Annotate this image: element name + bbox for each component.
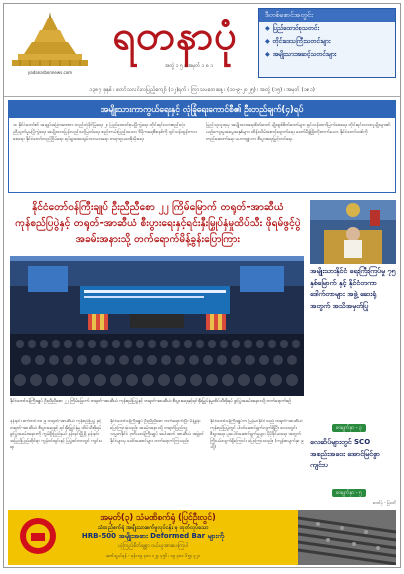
objectives-col-2: ပြည်သူလူထုမှ အမျိုးသားရေးစိတ်ဓာတ် မျိုးချစ်စိတ်ဓာတ်များ ရှင်သန်ထက်မြက်စေရေး တိုင်းရင်းသားလူမျိုးများ၏ ယဉ်ကျေးမှုအမွေအနှစ်များ ထိန်းသိမ်းစောင့်ရှောက်ရေး ခေတ်မီဖွံ့ဖြိုးတိုးတက်သော နိုင်ငံတော်သစ်ကို တည်ဆောက်ရေး မဟာဗျူဟာ စီးပွားရေးမြှင့်တင်ရေး bbox=[206, 123, 391, 142]
contents-heading: ဒီတစ်စောင်အတွင်း bbox=[259, 9, 395, 22]
article-col-1: နန်းနင်း စက်တင်ဘာ ၉ တရုတ်-အာဆီယံ ကုန်စည်ပြပွဲ နှင့် တရုတ်-အာဆီယံ စီးပွားရေးနှင့် ရင်းနှီးမြှုပ်နှံမှု ထိပ်သီးဖိုရမ် ဖွင့်ပွဲအခမ်းအနားကို ကွမ်ရှီးပြည်နယ် နန်းနင်းမြို့ရှိ နန်းနင်းအပြည်ပြည်ဆိုင်ရာ ကွန်ဗင်းရှင်းနှင့် ပြပွဲစင်တာတွင် ကျင်းပရာ bbox=[10, 419, 103, 451]
bullet-icon: ◆ bbox=[265, 51, 270, 58]
bullet-icon: ◆ bbox=[265, 25, 270, 32]
photo-caption: နိုင်ငံတော်ဝန်ကြီးချုပ် ဦးညီညီစော ၂၂ ကြိမ်မြောက် တရုတ်-အာဆီယံ ကုန်စည်ပြပွဲနှင့် တရုတ်-အာဆီယံ စီးပွားရေးနှင့်ရင်းနှီးမြှုပ်နှံမှုထိပ်သီးဖိုရမ် ဖွင့်ပွဲအခမ်းအနားသို့ တက်ရောက်စဉ် bbox=[10, 399, 291, 404]
contents-item[interactable]: ◆ အမျိုးသားအဆင့်သတင်းများ bbox=[265, 51, 337, 58]
contents-box bbox=[258, 8, 396, 78]
page-ref-badge[interactable]: စာမျက်နှာ - ၃ bbox=[332, 424, 366, 432]
article-col-3: နိုင်ငံတော်ဝန်ကြီးချုပ်က မြန်မာနိုင်ငံသည် တရုတ်-အာဆီယံ ကုန်စည်ပြပွဲတွင် ပါဝင်ဆောင်ရွက်လျက်ရှိပြီး ဒေသတွင်း စီးပွားရေး ပူးပေါင်းဆောင်ရွက်မှုများ ပိုမိုခိုင်မာရေး အတွက် ကြိုးပမ်းလျက်ရှိကြောင်း ပြောကြားသည်။ (ကျန်စာမျက်နှာ ၉ သို့) bbox=[210, 419, 304, 451]
main-headline[interactable]: နိုင်ငံတော်ဝန်ကြီးချုပ် ဦးညီညီစော ၂၂ ကြိမ်မြောက် တရုတ်-အာဆီယံ ကုန်စည်ပြပွဲနှင့် တရုတ်-အာဆီယံ စီးပွားရေးနှင့်ရင်းနှီးမြှုပ်နှံမှုထိပ်သီး ဖိုရမ်ဖွင့်ပွဲအခမ်းအနားသို့ တက်ရောက်မိန့်ခွန်းပြောကြား bbox=[15, 202, 301, 245]
article-col-2: နိုင်ငံတော်ဝန်ကြီးချုပ် ဦးညီညီစော တက်ရောက်ပြီး မိန့်ခွန်းပြောကြားခဲ့သည်။ အခမ်းအနားသို့ တရုတ်ပြည်သူ့သမ္မတနိုင်ငံ ဒုတိယဝန်ကြီးချုပ် အပါအဝင် အာဆီယံ အဖွဲ့ဝင်နိုင်ငံများမှ ခေါင်းဆောင်များ တက်ရောက်ကြသည်။ bbox=[110, 419, 204, 444]
logo-url: yadanarbonnews.com bbox=[27, 70, 73, 75]
ad-product: HRB-500 အမျိုးအစား Deformed Bar များကို bbox=[81, 532, 225, 540]
photo-credit: ဓာတ်ပုံ - မြဝတီ bbox=[372, 500, 396, 505]
masthead bbox=[4, 4, 400, 84]
contents-item[interactable]: ◆ တိုင်းဒေသကြီးသတင်းများ bbox=[265, 38, 331, 45]
contents-item[interactable]: ◆ ပြည်ထောင်စုသတင်း bbox=[265, 25, 320, 32]
objectives-col-1: ၁။ နိုင်ငံတော်၏ အချုပ်အခြာအာဏာ တည်တံ့ခိုင်မြဲရေး ၂။ ပြည်ထောင်စုမပြိုကွဲရေး တိုင်းရင်းသားစည်းလုံးညီညွတ်မှုမပြိုကွဲရေး အမျိုးသားပြန်လည်သင့်မြတ်ရေး စည်းကမ်းပြည့်ဝသော ဒီမိုကရေစီစနစ်ကို ရှင်သန်ထွန်းကားစေရေး နိုင်ငံတော်တည်ငြိမ်ရေး ရပ်ရွာအေးချမ်းသာယာရေး တရားဥပဒေစိုးမိုးရေး bbox=[13, 123, 197, 142]
page-ref-badge[interactable]: စာမျက်နှာ - ၅ bbox=[332, 489, 366, 497]
pagoda-logo-icon bbox=[10, 12, 90, 72]
ad-contact: ဆက်သွယ်ရန် - ဖုန်း ၀၉ ၄၀၀ ၁၂၃ ၄၅၆ ၊ ၀၉ ၄၀၀ ၆၅၄ ၃၂၁ bbox=[105, 553, 201, 558]
speaker-photo bbox=[310, 200, 396, 264]
bullet-icon: ◆ bbox=[265, 38, 270, 45]
side-story-2[interactable]: လေဆိပ်များတွင် SCO အစည်းအဝေး အောင်မြင်စွာ ကျင်းပ bbox=[310, 438, 380, 469]
conference-photo bbox=[10, 256, 304, 396]
newspaper-title: ရတနာပုံ bbox=[112, 12, 238, 59]
ad-callout: ယုံကြည်စိတ်ချစွာ ဝယ်ယူအားပေးကြပါ bbox=[118, 543, 188, 549]
date-line: ၁၃၈၇ ခုနှစ် ၊ တော်သလင်းလပြည့်ကျော် (၁၂)ရက် ၊ ကြာသပတေးနေ့ ၊ (၁၀-၉-၂၀၂၅) ၊ အတွဲ (၁၅) ၊ အမှတ် (၁၈၁) bbox=[4, 85, 400, 97]
rebar-bundle-image bbox=[298, 510, 396, 565]
side-story-1[interactable]: အမျိုးသားနိုင်ငံ ရေးကြီးကြပ်မှု ၇၅ နှစ်မြောက် နှင့် နိုင်ငံတကာ ဒေါက်တာများ အဖွဲ့ ဆေးရုံ အတွက် အသိအမှတ်ပြု bbox=[310, 267, 396, 310]
volume-line: အတွဲ ၁ ၅ ။ အမှတ် ၁ ၈ ၁ bbox=[164, 63, 214, 69]
objectives-title: အမျိုးသားကာကွယ်ရေးနှင့် လုံခြုံရေးကောင်စီ၏ ဦးတည်ချက်(၄)ရပ် bbox=[9, 101, 395, 118]
article-body bbox=[10, 419, 304, 499]
ad-title: အမှတ်(၃) သံမဏိစက်ရုံ (ပြင်ဦးလွင်) bbox=[100, 512, 216, 522]
rebar-advertisement[interactable] bbox=[8, 510, 396, 565]
ad-subtitle: သံထည်စက်ရုံ အမျိုးသားစက်မှုလုပ်ငန်း မှ ထုတ်လုပ်သော bbox=[97, 525, 209, 531]
objectives-box bbox=[8, 100, 396, 193]
newspaper-page bbox=[3, 3, 401, 568]
